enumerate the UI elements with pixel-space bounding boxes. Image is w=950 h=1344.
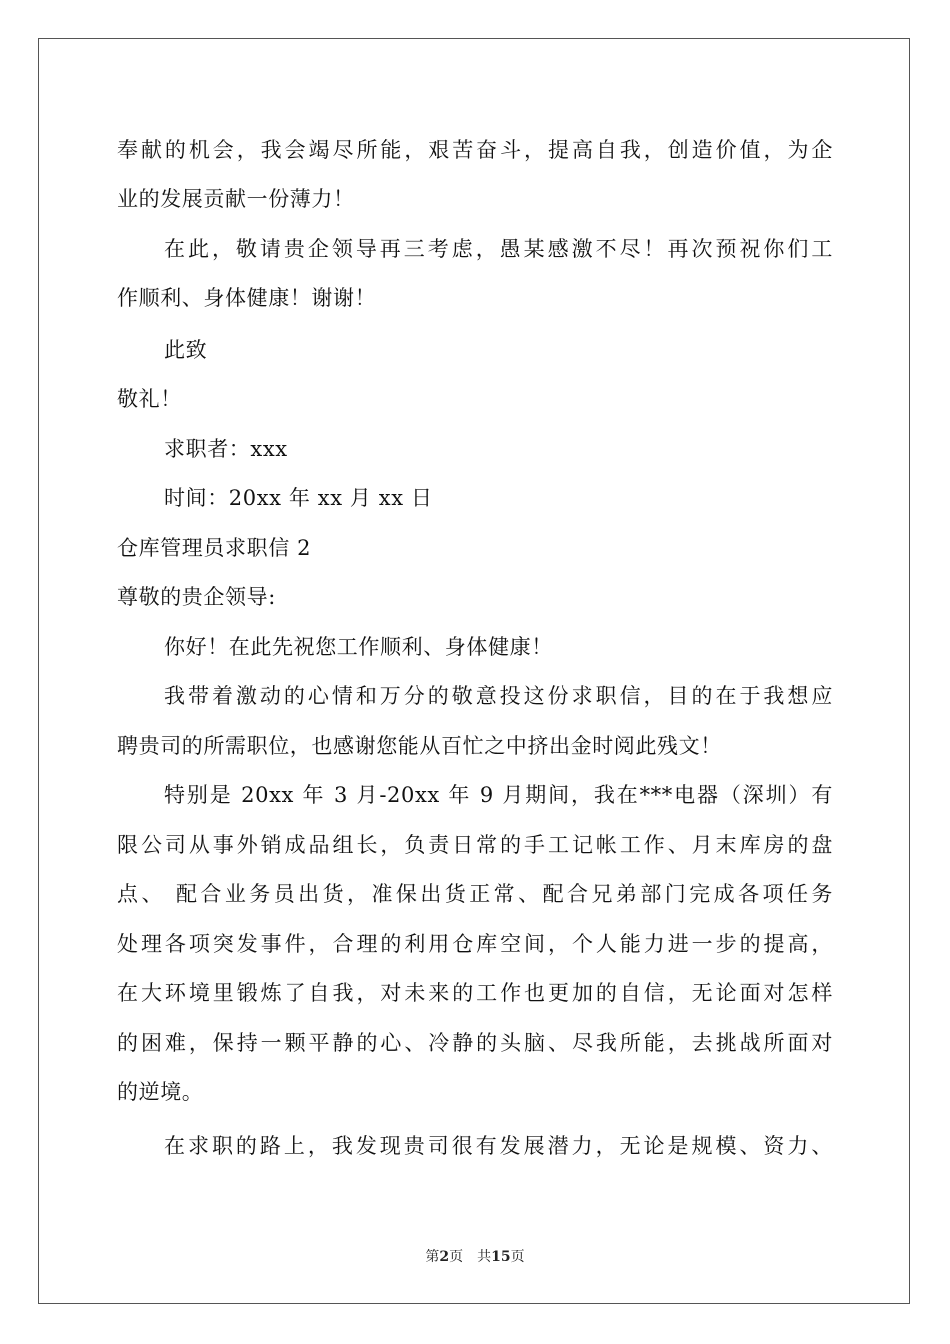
page-current: 2 xyxy=(439,1249,450,1265)
closing-regards: 敬礼！ xyxy=(117,387,182,411)
text-line: 你好！在此先祝您工作顺利、身体健康！ xyxy=(164,635,553,659)
text-line: 聘贵司的所需职位，也感谢您能从百忙之中挤出金时阅此残文！ xyxy=(117,734,722,758)
date-line: 时间：20xx 年 xx 月 xx 日 xyxy=(164,486,433,510)
text-line: 作顺利、身体健康！谢谢！ xyxy=(117,286,377,310)
page-prefix: 第 xyxy=(425,1249,440,1265)
greeting-line: 尊敬的贵企领导: xyxy=(117,585,276,609)
text-line: 在大环境里锻炼了自我，对未来的工作也更加的自信，无论面对怎样 xyxy=(117,981,833,1005)
applicant-line: 求职者：xxx xyxy=(164,437,288,461)
page-mid: 页 共 xyxy=(449,1249,492,1265)
text-line: 在此，敬请贵企领导再三考虑，愚某感激不尽！再次预祝你们工 xyxy=(164,237,833,261)
text-line: 业的发展贡献一份薄力！ xyxy=(117,187,355,211)
text-line: 特别是 20xx 年 3 月-20xx 年 9 月期间，我在***电器（深圳）有 xyxy=(164,783,833,807)
page-border xyxy=(38,38,910,1304)
text-line: 的逆境。 xyxy=(117,1080,204,1104)
page-footer xyxy=(0,1248,950,1266)
section-title: 仓库管理员求职信 2 xyxy=(117,536,312,560)
text-line: 处理各项突发事件，合理的利用仓库空间，个人能力进一步的提高， xyxy=(117,932,833,956)
text-line: 奉献的机会，我会竭尽所能，艰苦奋斗，提高自我，创造价值，为企 xyxy=(117,138,833,162)
text-line: 我带着激动的心情和万分的敬意投这份求职信，目的在于我想应 xyxy=(164,684,833,708)
closing-salutation: 此致 xyxy=(164,338,208,362)
page-suffix: 页 xyxy=(510,1249,525,1265)
text-line: 的困难，保持一颗平静的心、冷静的头脑、尽我所能，去挑战所面对 xyxy=(117,1031,833,1055)
page-total: 15 xyxy=(491,1249,511,1265)
text-line: 点、 配合业务员出货，准保出货正常、配合兄弟部门完成各项任务 xyxy=(117,882,833,906)
text-line: 在求职的路上，我发现贵司很有发展潜力，无论是规模、资力、 xyxy=(164,1134,833,1158)
text-line: 限公司从事外销成品组长，负责日常的手工记帐工作、月末库房的盘 xyxy=(117,833,833,857)
